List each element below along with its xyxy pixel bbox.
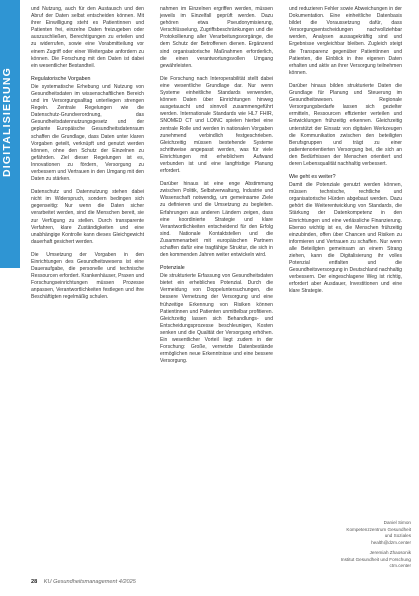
author-signature bbox=[291, 550, 411, 570]
paragraph: nahmen im Einzelnen ergriffen werden, müssen jeweils im Einzelfall geprüft werden. Dazu gehören etwa Pseudonymisierung, Verschlüsselung, Zugriffsbeschränkungen und die Protokollierung aller Verarbeitungsvorgänge, die dem Schutz der Betroffenen dienen. Ergänzend sind organisatorische Maßnahmen erforderlich, die einen verantwortungsvollen Umgang gewährleisten. bbox=[160, 6, 273, 69]
section-heading: Potenziale bbox=[160, 265, 185, 272]
paragraph: Die systematische Erhebung und Nutzung von Gesundheitsdaten im wissenschaftlichen Bereich und im Versorgungsalltag unterliegen strengen Regeln. Zentrale Regelungen wie die Datenschutz-Grundverordnung, das Gesundheitsdatennutzungsgesetz und der geplante Europäische Gesundheitsdatenraum schaffen die Grundlage, dass Daten unter klaren Vorgaben geteilt, verknüpft und genutzt werden können, ohne den Schutz der Einzelnen zu gefährden. Ziel dieser Regelungen ist es, Innovationen zu fördern, Versorgung zu verbessern und Vertrauen in den Umgang mit den Daten zu stärken. bbox=[31, 83, 144, 183]
page-footer bbox=[31, 579, 136, 585]
paragraph: Die strukturierte Erfassung von Gesundheitsdaten bietet ein erhebliches Potenzial. Durch die Vermeidung von Doppeluntersuchungen, die bessere Vernetzung der Versorgung und eine frühzeitige Erkennung von Risiken können Patientinnen und Patienten unmittelbar profitieren. Gleichzeitig lassen sich Behandlungs- und Entscheidungsprozesse beschleunigen, Kosten senken und die Qualität der Versorgung erhöhen. Ein wesentlicher Vorteil liegt zudem in der Forschung: Große, vernetzte Datenbestände ermöglichen neue Erkenntnisse und eine bessere Versorgung. bbox=[160, 273, 273, 365]
author-name: Jeremiah Zhaosonik bbox=[369, 550, 411, 555]
author-email: health@dzm.center bbox=[371, 539, 411, 545]
paragraph: Datenschutz und Datennutzung stehen dabei nicht im Widerspruch, sondern bedingen sich gegenseitig: Nur wenn die Daten sicher verarbeitet werden, sind die Menschen bereit, sie zur Verfügung zu stellen. Durch transparente Verfahren, klare Zuständigkeiten und eine unabhängige Kontrolle kann dieses Gleichgewicht dauerhaft gesichert werden. bbox=[31, 189, 144, 245]
paragraph: Die Umsetzung der Vorgaben in den Einrichtungen des Gesundheitswesens ist eine Daueraufgabe, die personelle und technische Ressourcen erfordert. Krankenhäuser, Praxen und Forschungseinrichtungen müssen Prozesse anpassen, Verantwortlichkeiten festlegen und ihre Beschäftigten regelmäßig schulen. bbox=[31, 251, 144, 301]
section-heading: Wie geht es weiter? bbox=[289, 174, 336, 181]
author-org: Institut Gesundheit und Forschung bbox=[340, 556, 411, 562]
text-column-2 bbox=[160, 6, 273, 371]
author-org: Kompetenzzentrum Gesundheit bbox=[346, 526, 411, 532]
paragraph: Darüber hinaus ist eine enge Abstimmung zwischen Politik, Selbstverwaltung, Industrie und Wissenschaft notwendig, um gemeinsame Ziele zu definieren und die Umsetzung zu begleiten. Erfahrungen aus anderen Ländern zeigen, dass eine koordinierte Strategie und klare Verantwortlichkeiten entscheidend für den Erfolg sind. Nationale Kontaktstellen und die Zusammenarbeit mit europäischen Partnern schaffen dafür eine tragfähige Struktur, die sich in den kommenden Jahren weiter entwickeln wird. bbox=[160, 181, 273, 259]
paragraph: und reduzieren Fehler sowie Abweichungen in der Dokumentation. Eine einheitliche Datenbasis bildet die Voraussetzung dafür, dass Versorgungsentscheidungen nachvollziehbar werden, Analysen aussagekräftig sind und Ergebnisse vergleichbar bleiben. Zugleich steigt die Transparenz gegenüber Patientinnen und Patienten, die Einblick in ihre eigenen Daten erhalten und aktiv an ihrer Versorgung teilnehmen können. bbox=[289, 6, 402, 76]
journal-name: KU Gesundheitsmanagement 4/2025 bbox=[43, 579, 136, 585]
section-heading: Regulatorische Vorgaben bbox=[31, 75, 91, 82]
author-org: ctm.center bbox=[389, 563, 411, 569]
text-column-1 bbox=[31, 6, 144, 308]
section-side-tab bbox=[0, 0, 20, 268]
text-column-3 bbox=[289, 6, 402, 302]
paragraph: Die Forschung nach Interoperabilität stellt dabei eine wesentliche Grundlage dar. Nur wenn Systeme einheitliche Standards verwenden, können Daten über Einrichtungen hinweg ausgetauscht und sinnvoll zusammengeführt werden. Internationale Standards wie HL7 FHIR, SNOMED CT und LOINC spielen hierbei eine zentrale Rolle und werden in nationalen Vorgaben zunehmend verbindlich festgeschrieben. Gleichzeitig müssen bestehende Systeme schrittweise angepasst werden, was für viele Einrichtungen mit erheblichem Aufwand verbunden ist und eine langfristige Planung erfordert. bbox=[160, 75, 273, 175]
page-number: 28 bbox=[31, 579, 38, 585]
section-label: DIGITALISIERUNG bbox=[1, 67, 13, 177]
paragraph: Damit die Potenziale genutzt werden können, müssen technische, rechtliche und organisatorische Hürden abgebaut werden. Dazu gehört die Weiterentwicklung von Standards, die Stärkung der Datenkompetenz in den Einrichtungen und eine verlässliche Finanzierung. Ebenso wichtig ist es, die Menschen frühzeitig einzubinden, offen über Chancen und Risiken zu informieren und Vertrauen zu schaffen. Nur wenn alle Beteiligten gemeinsam an einem Strang ziehen, kann die Digitalisierung ihr volles Potenzial entfalten und die Gesundheitsversorgung in Deutschland nachhaltig verbessern. Der eingeschlagene Weg ist richtig, erfordert aber Ausdauer, Investitionen und eine klare Strategie. bbox=[289, 182, 402, 295]
author-org: und Soziales bbox=[384, 533, 411, 539]
paragraph: Darüber hinaus bilden strukturierte Daten die Grundlage für Planung und Steuerung im Gesundheitswesen. Regionale Versorgungsbedarfe lassen sich gezielter ermitteln, Ressourcen effizienter verteilen und Entwicklungen frühzeitig erkennen. Gleichzeitig unterstützt der Einsatz von digitalen Werkzeugen die Kommunikation zwischen den beteiligten Berufsgruppen und trägt zu einer patientenorientierten Versorgung bei, die sich an den Bedürfnissen der Menschen orientiert und deren Lebensqualität nachhaltig verbessert. bbox=[289, 82, 402, 167]
author-signature bbox=[291, 520, 411, 546]
author-name: Daniel Simon bbox=[383, 520, 411, 525]
paragraph: und Nutzung, auch für den Austausch und den Abruf der Daten selbst entscheiden können. Mit ihrer Einwilligung steht es Patientinnen und Patienten frei, einzelne Daten freizugeben oder auszuschließen, Berechtigungen zu erteilen und zu widerrufen, sowie eine Vorabmitteilung vor einem Zugriff oder einer Weitergabe anfordern zu können. Die Forschung mit den Daten ist dabei ein wesentlicher Bestandteil. bbox=[31, 6, 144, 69]
